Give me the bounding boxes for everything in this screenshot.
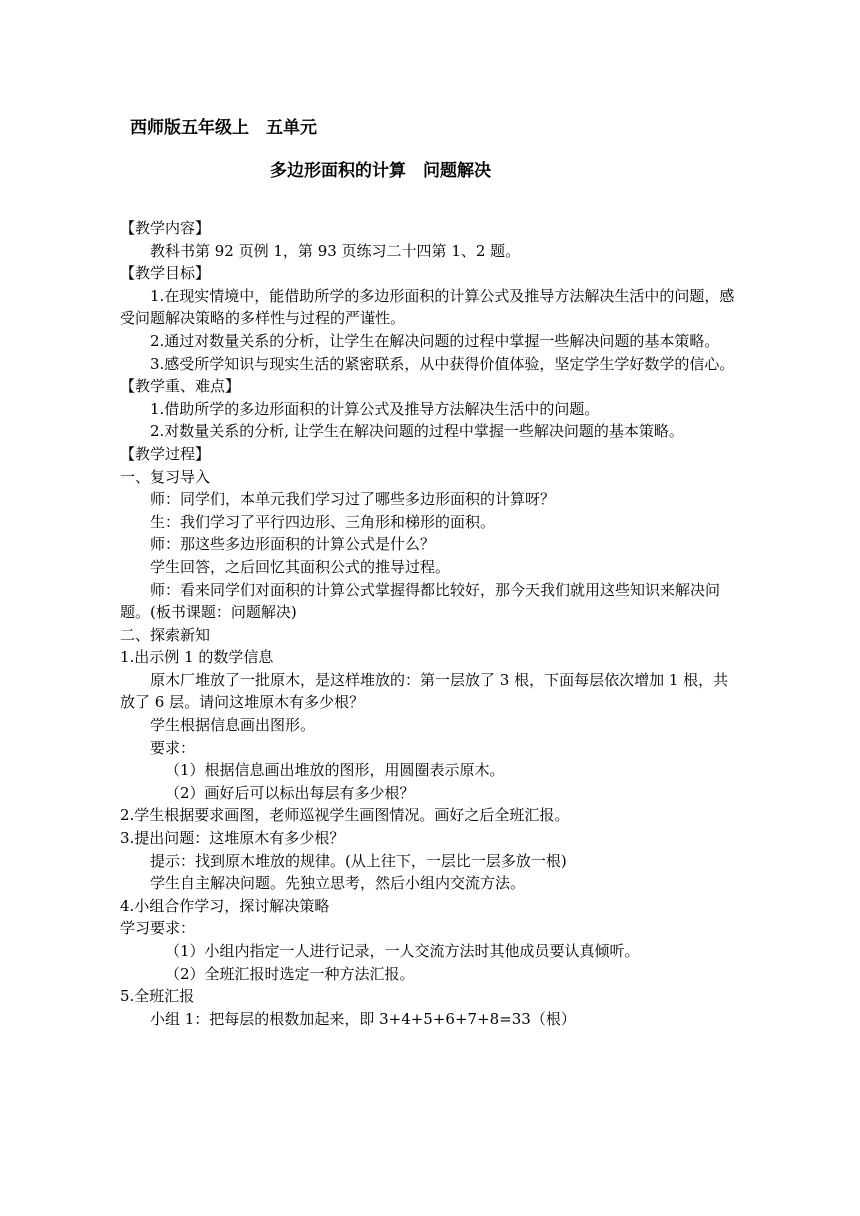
goal-1: 1.在现实情境中，能借助所学的多边形面积的计算公式及推导方法解决生活中的问题，感受问题解决策略的多样性与过程的严谨性。 bbox=[120, 286, 735, 328]
dialogue-line: 师：那这些多边形面积的计算公式是什么？ bbox=[150, 535, 436, 554]
part-2-heading: 二、探索新知 bbox=[120, 625, 211, 644]
dialogue-line: 师：同学们，本单元我们学习过了哪些多边形面积的计算呀？ bbox=[150, 490, 556, 509]
key-point-2: 2.对数量关系的分析, 让学生在解决问题的过程中掌握一些解决问题的基本策略。 bbox=[150, 422, 684, 441]
requirement-item: （2）全班汇报时选定一种方法汇报。 bbox=[165, 964, 415, 983]
requirement-item: （1）小组内指定一人进行记录，一人交流方法时其他成员要认真倾听。 bbox=[165, 942, 640, 960]
requirement-item: （1）根据信息画出堆放的图形，用圆圈表示原木。 bbox=[165, 761, 505, 780]
section-heading-key-points: 【教学重、难点】 bbox=[120, 377, 241, 396]
step-5-heading: 5.全班汇报 bbox=[120, 987, 195, 1006]
step-3-solve: 学生自主解决问题。先独立思考，然后小组内交流方法。 bbox=[150, 874, 526, 893]
goal-3: 3.感受所学知识与现实生活的紧密联系，从中获得价值体验，坚定学生学好数学的信心。 bbox=[150, 354, 735, 373]
step-1-instruction: 学生根据信息画出图形。 bbox=[150, 716, 316, 735]
step-3-heading: 3.提出问题：这堆原木有多少根？ bbox=[120, 829, 345, 848]
section-heading-goals: 【教学目标】 bbox=[120, 264, 211, 283]
requirement-label: 要求： bbox=[150, 738, 196, 757]
goal-2: 2.通过对数量关系的分析，让学生在解决问题的过程中掌握一些解决问题的基本策略。 bbox=[150, 331, 720, 350]
dialogue-line: 师：看来同学们对面积的计算公式掌握得都比较好，那今天我们就用这些知识来解决问题。(板书课题：问题解决) bbox=[120, 580, 721, 622]
step-3-hint: 提示：找到原木堆放的规律。(从上往下，一层比一层多放一根) bbox=[150, 851, 567, 870]
lesson-title: 多边形面积的计算 问题解决 bbox=[270, 161, 491, 181]
step-4-heading: 4.小组合作学习，探讨解决策略 bbox=[120, 896, 330, 915]
requirement-item: （2）画好后可以标出每层有多少根？ bbox=[165, 783, 415, 802]
document-body bbox=[120, 217, 735, 1030]
series-heading: 西师版五年级上 五单元 bbox=[130, 118, 317, 138]
section-heading-process: 【教学过程】 bbox=[120, 444, 211, 463]
step-2: 2.学生根据要求画图，老师巡视学生画图情况。画好之后全班汇报。 bbox=[120, 806, 570, 825]
example-problem: 原木厂堆放了一批原木，是这样堆放的：第一层放了 3 根，下面每层依次增加 1 根，共放了 6 层。请问这堆原木有多少根？ bbox=[120, 670, 729, 712]
content-text: 教科书第 92 页例 1，第 93 页练习二十四第 1、2 题。 bbox=[150, 241, 521, 260]
section-heading-content: 【教学内容】 bbox=[120, 219, 211, 237]
dialogue-line: 学生回答，之后回忆其面积公式的推导过程。 bbox=[150, 557, 451, 576]
learning-requirement-label: 学习要求： bbox=[120, 919, 196, 938]
step-1-heading: 1.出示例 1 的数学信息 bbox=[120, 648, 274, 667]
group-1-report: 小组 1：把每层的根数加起来，即 3+4+5+6+7+8=33（根） bbox=[150, 1009, 576, 1028]
key-point-1: 1.借助所学的多边形面积的计算公式及推导方法解决生活中的问题。 bbox=[150, 399, 600, 418]
dialogue-line: 生：我们学习了平行四边形、三角形和梯形的面积。 bbox=[150, 512, 496, 531]
part-1-heading: 一、复习导入 bbox=[120, 467, 211, 486]
